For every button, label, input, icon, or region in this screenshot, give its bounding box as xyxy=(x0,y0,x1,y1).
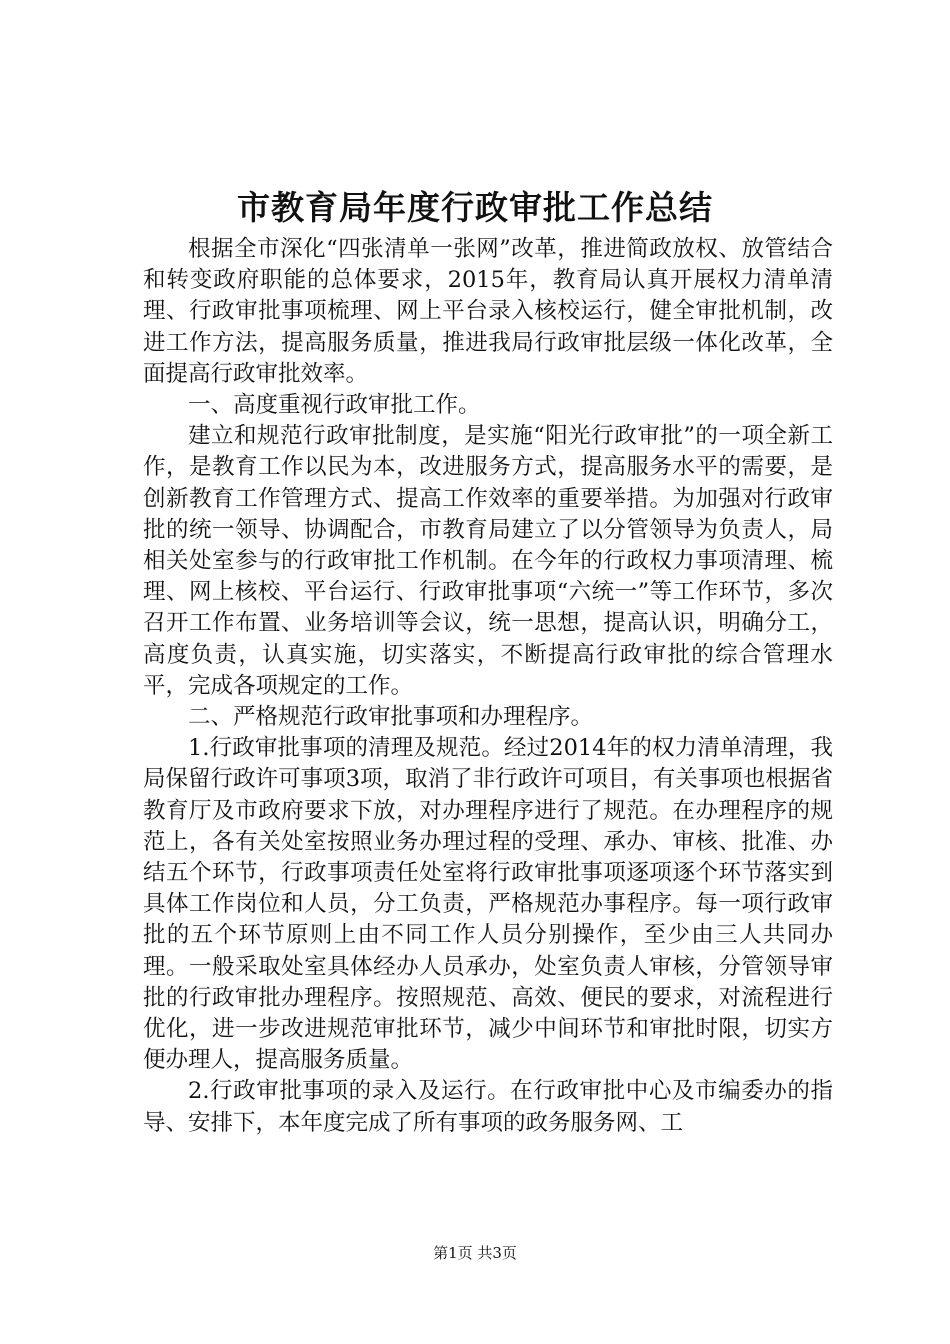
section-1-paragraph: 建立和规范行政审批制度，是实施“阳光行政审批”的一项全新工作，是教育工作以民为本，改进服务方式，提高服务水平的需要，是创新教育工作管理方式、提高工作效率的重要举措。为加强对行政审批的统一领导、协调配合，市教育局建立了以分管领导为负责人，局相关处室参与的行政审批工作机制。在今年的行政权力事项清理、梳理、网上核校、平台运行、行政审批事项“六统一”等工作环节，多次召开工作布置、业务培训等会议，统一思想，提高认识，明确分工，高度负责，认真实施，切实落实，不断提高行政审批的综合管理水平，完成各项规定的工作。 xyxy=(143,423,833,699)
intro-paragraph: 根据全市深化“四张清单一张网”改革，推进简政放权、放管结合和转变政府职能的总体要求，2015年，教育局认真开展权力清单清理、行政审批事项梳理、网上平台录入核校运行，健全审批机制，改进工作方法，提高服务质量，推进我局行政审批层级一体化改革，全面提高行政审批效率。 xyxy=(143,236,833,387)
document-body xyxy=(143,234,833,1139)
section-2-item-2: 2.行政审批事项的录入及运行。在行政审批中心及市编委办的指导、安排下，本年度完成了所有事项的政务服务网、工 xyxy=(143,1078,833,1136)
section-heading-1: 一、高度重视行政审批工作。 xyxy=(188,392,481,419)
section-2-item-1: 1.行政审批事项的清理及规范。经过2014年的权力清单清理，我局保留行政许可事项3项，取消了非行政许可项目，有关事项也根据省教育厅及市政府要求下放，对办理程序进行了规范。在办理程序的规范上，各有关处室按照业务办理过程的受理、承办、审核、批准、办结五个环节，行政事项责任处室将行政审批事项逐项逐个环节落实到具体工作岗位和人员，分工负责，严格规范办事程序。每一项行政审批的五个环节原则上由不同工作人员分别操作，至少由三人共同办理。一般采取处室具体经办人员承办，处室负责人审核，分管领导审批的行政审批办理程序。按照规范、高效、便民的要求，对流程进行优化，进一步改进规范审批环节，减少中间环节和审批时限，切实方便办理人，提高服务质量。 xyxy=(143,735,833,1074)
document-title: 市教育局年度行政审批工作总结 xyxy=(237,188,713,227)
page-footer: 第1页 共3页 xyxy=(433,1244,517,1262)
section-heading-2: 二、严格规范行政审批事项和办理程序。 xyxy=(188,704,594,731)
